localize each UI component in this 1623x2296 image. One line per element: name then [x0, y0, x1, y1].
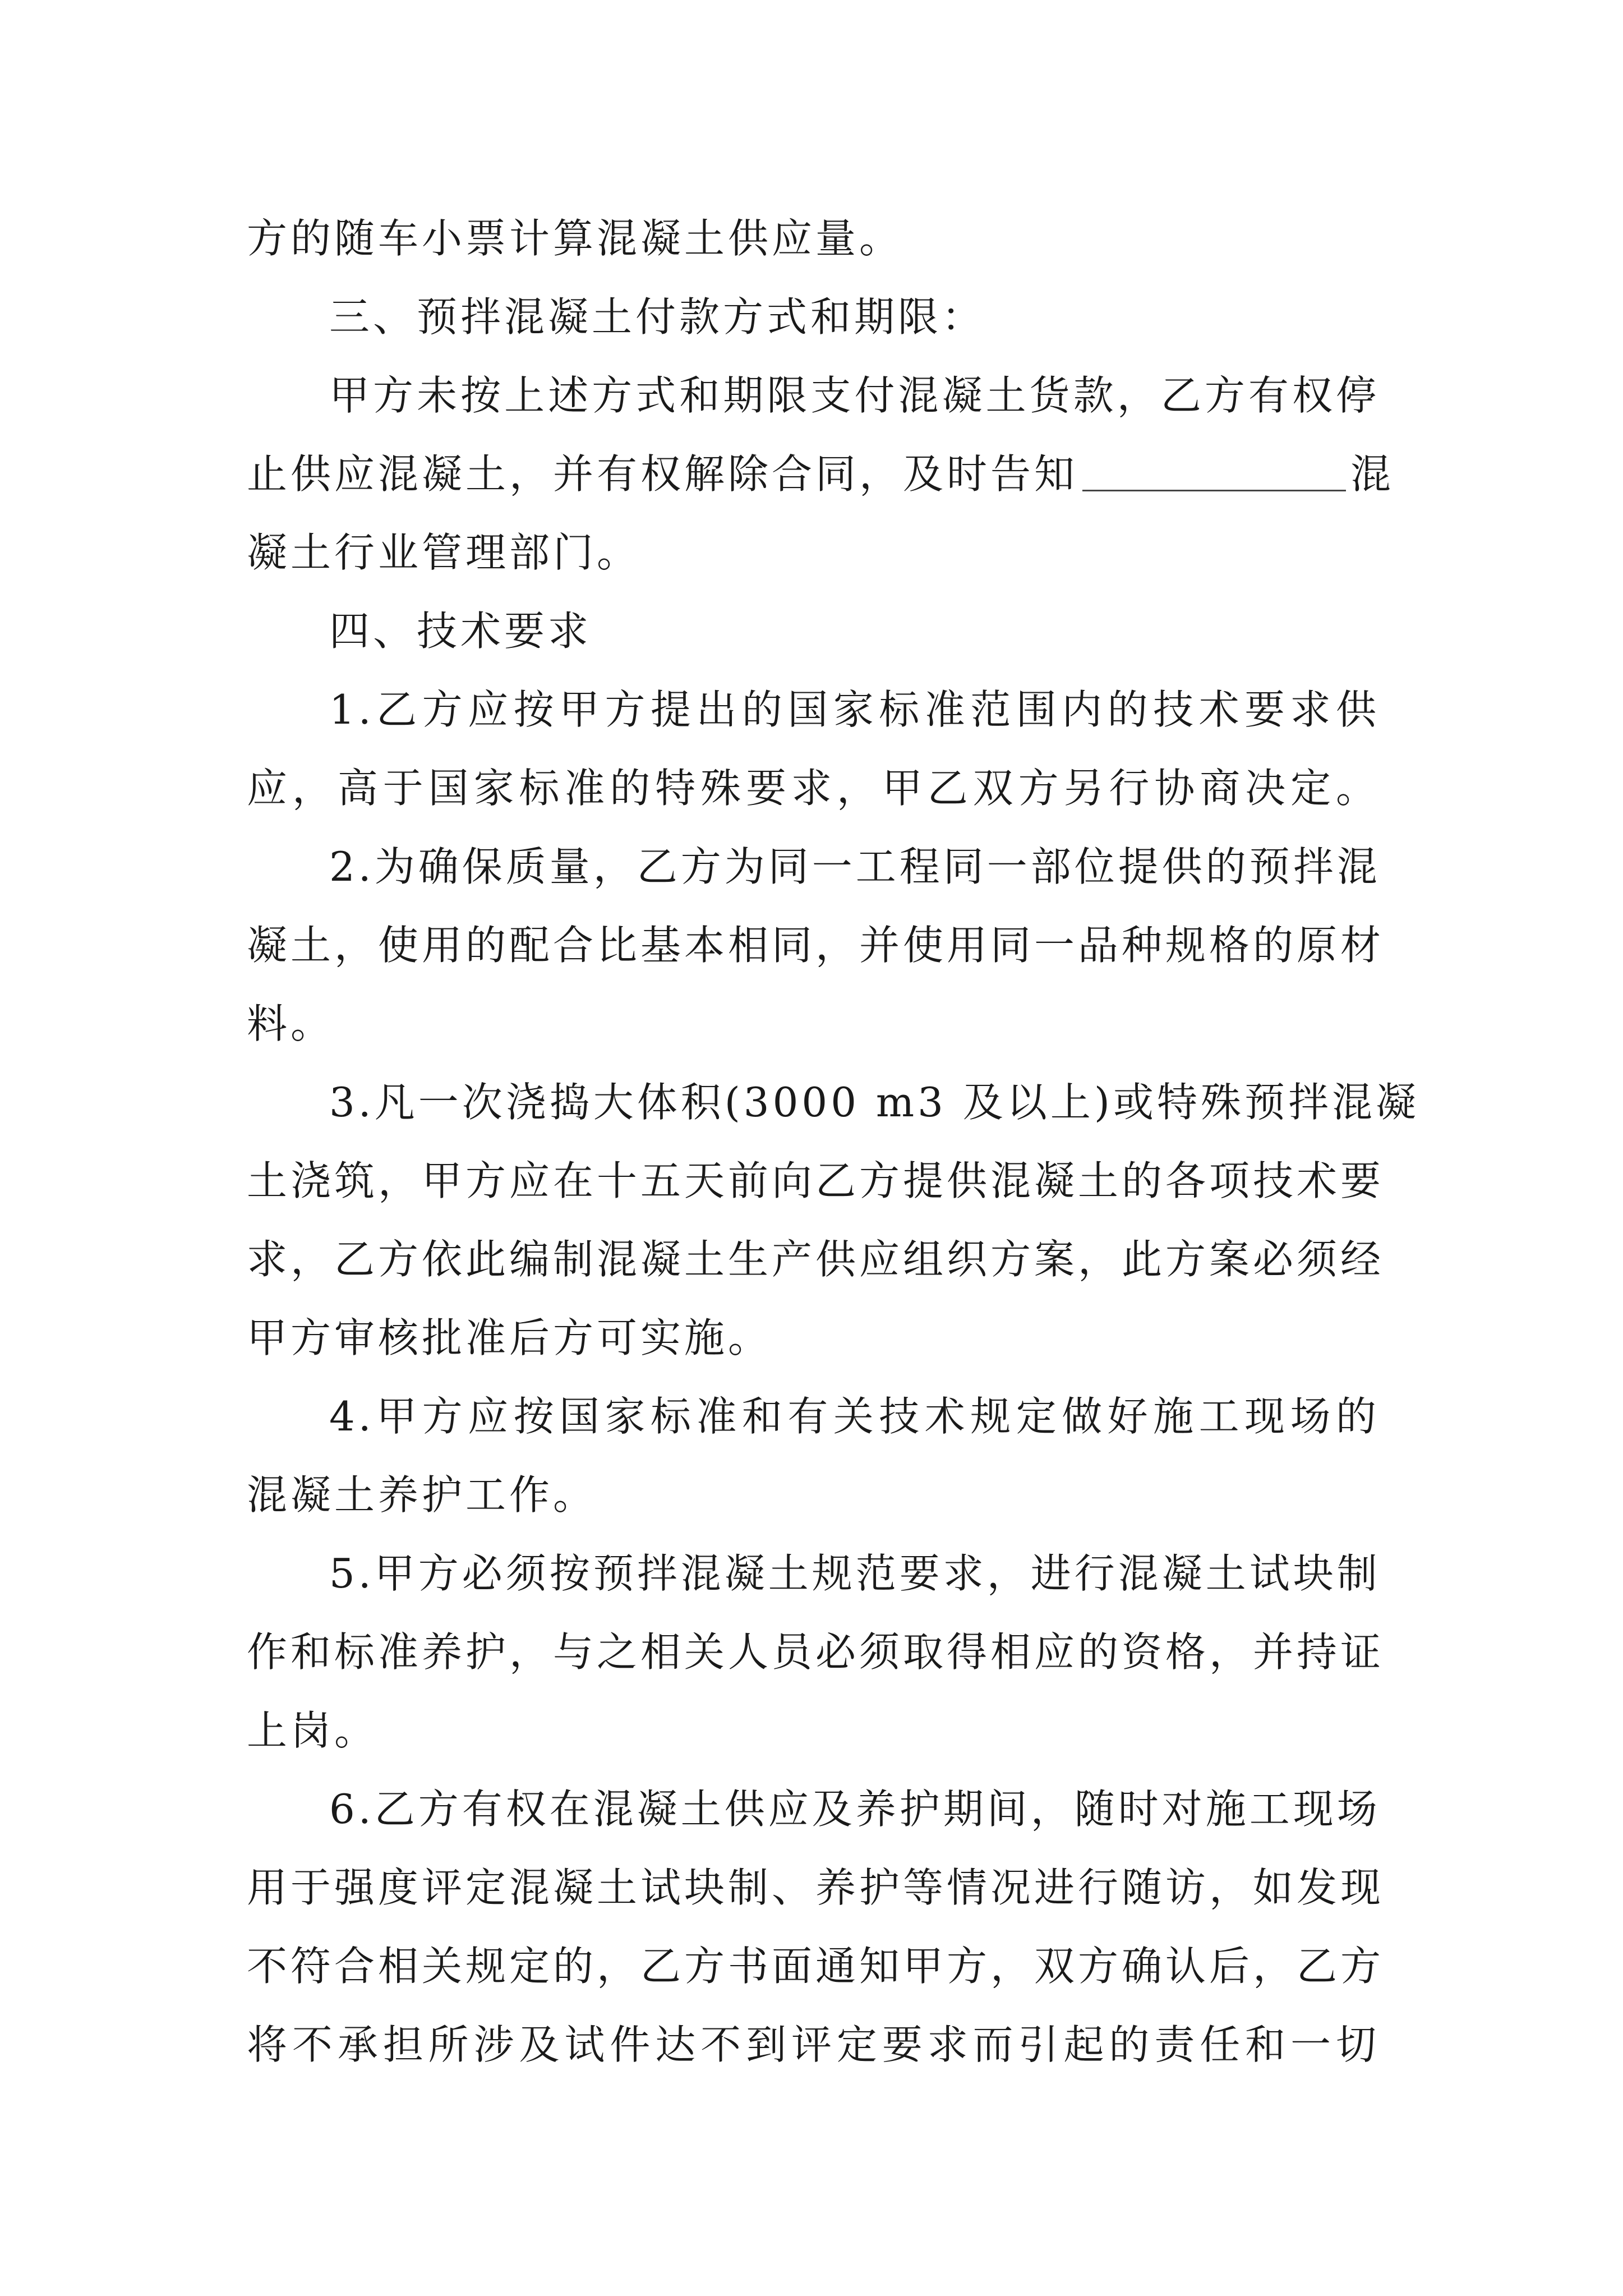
- text-line: 求，乙方依此编制混凝土生产供应组织方案，此方案必须经: [247, 1236, 1385, 1283]
- text-line: 将不承担所涉及试件达不到评定要求而引起的责任和一切: [247, 2021, 1380, 2068]
- text-line: 料。: [247, 1000, 335, 1047]
- text-line: 凝土，使用的配合比基本相同，并使用同一品种规格的原材: [247, 922, 1385, 969]
- text-line: 用于强度评定混凝土试块制、养护等情况进行随访，如发现: [247, 1864, 1385, 1911]
- text-line: 甲方审核批准后方可实施。: [247, 1314, 772, 1361]
- text-line: 应，高于国家标准的特殊要求，甲乙双方另行协商决定。: [247, 765, 1380, 812]
- text-segment: 止供应混凝土，并有权解除合同，及时告知: [247, 450, 1078, 498]
- text-line: 2.为确保质量，乙方为同一工程同一部位提供的预拌混: [329, 843, 1381, 890]
- text-line: 凝土行业管理部门。: [247, 529, 641, 576]
- text-line: 上岗。: [247, 1707, 379, 1754]
- text-line: 方的随车小票计算混凝土供应量。: [247, 215, 903, 262]
- text-line: 混凝土养护工作。: [247, 1471, 597, 1519]
- text-line: 不符合相关规定的，乙方书面通知甲方，双方确认后，乙方: [247, 1943, 1385, 1990]
- fill-in-blank: [1082, 487, 1346, 491]
- text-line: 4.甲方应按国家标准和有关技术规定做好施工现场的: [329, 1393, 1380, 1440]
- text-line: 6.乙方有权在混凝土供应及养护期间，随时对施工现场: [329, 1786, 1381, 1833]
- text-line: 土浇筑，甲方应在十五天前向乙方提供混凝土的各项技术要: [247, 1157, 1385, 1204]
- text-line: 3.凡一次浇捣大体积(3000 m3 及以上)或特殊预拌混凝: [329, 1079, 1419, 1126]
- text-line-with-blank: [247, 443, 1395, 505]
- text-segment: 混: [1350, 450, 1395, 498]
- section-heading: 四、技术要求: [329, 608, 592, 655]
- text-line: 甲方未按上述方式和期限支付混凝土货款，乙方有权停: [329, 372, 1380, 419]
- section-heading: 三、预拌混凝土付款方式和期限：: [329, 293, 986, 341]
- text-line: 作和标准养护，与之相关人员必须取得相应的资格，并持证: [247, 1628, 1385, 1676]
- text-line: 1.乙方应按甲方提出的国家标准范围内的技术要求供: [329, 686, 1380, 733]
- text-line: 5.甲方必须按预拌混凝土规范要求，进行混凝土试块制: [329, 1550, 1381, 1597]
